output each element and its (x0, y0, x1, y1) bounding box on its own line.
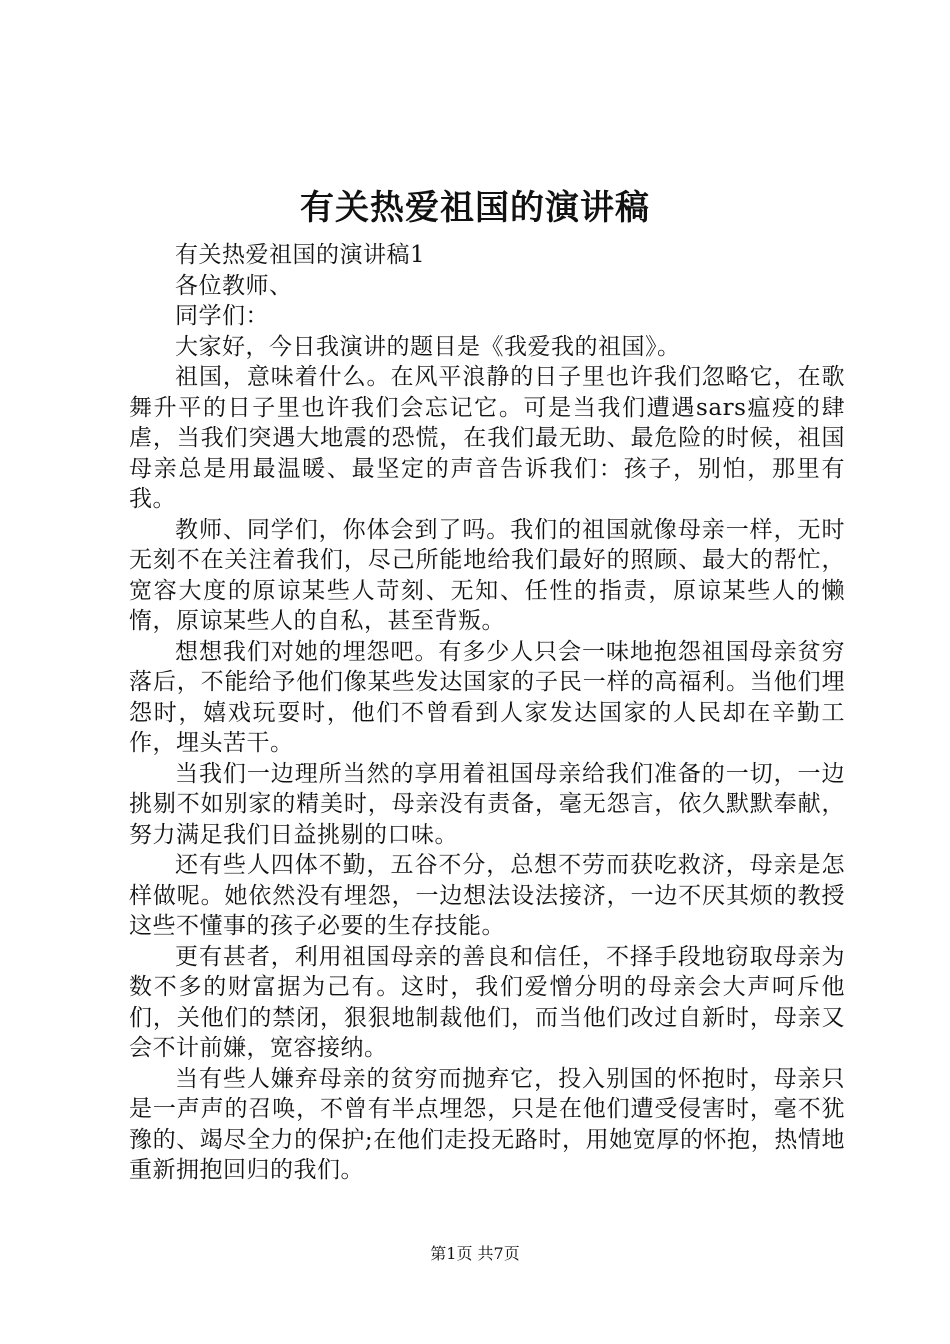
paragraph: 想想我们对她的埋怨吧。有多少人只会一味地抱怨祖国母亲贫穷落后，不能给予他们像某些发达国家的子民一样的高福利。当他们埋怨时，嬉戏玩耍时，他们不曾看到人家发达国家的人民却在辛勤工作，埋头苦干。 (129, 638, 845, 756)
paragraph: 祖国，意味着什么。在风平浪静的日子里也许我们忽略它，在歌舞升平的日子里也许我们会忘记它。可是当我们遭遇sars瘟疫的肆虐，当我们突遇大地震的恐慌，在我们最无助、最危险的时候，祖国母亲总是用最温暖、最坚定的声音告诉我们：孩子，别怕，那里有我。 (129, 364, 845, 512)
paragraph: 当我们一边理所当然的享用着祖国母亲给我们准备的一切，一边挑剔不如别家的精美时，母亲没有责备，毫无怨言，依久默默奉献，努力满足我们日益挑剔的口味。 (129, 760, 845, 848)
document-title: 有关热爱祖国的演讲稿 (300, 188, 650, 228)
page-footer: 第1页 共7页 (430, 1244, 520, 1263)
paragraph: 同学们： (175, 303, 269, 329)
paragraph: 有关热爱祖国的演讲稿1 (175, 242, 426, 268)
paragraph: 还有些人四体不勤，五谷不分，总想不劳而获吃救济，母亲是怎样做呢。她依然没有埋怨，一边想法设法接济，一边不厌其烦的教授这些不懂事的孩子必要的生存技能。 (129, 852, 845, 939)
paragraph: 大家好，今日我演讲的题目是《我爱我的祖国》。 (175, 333, 681, 360)
document-body (129, 240, 845, 1186)
paragraph: 当有些人嫌弃母亲的贫穷而抛弃它，投入别国的怀抱时，母亲只是一声声的召唤，不曾有半点埋怨，只是在他们遭受侵害时，毫不犹豫的、竭尽全力的保护;在他们走投无路时，用她宽厚的怀抱，热情地重新拥抱回归的我们。 (129, 1065, 845, 1183)
paragraph: 更有甚者，利用祖国母亲的善良和信任，不择手段地窃取母亲为数不多的财富据为己有。这时，我们爱憎分明的母亲会大声呵斥他们，关他们的禁闭，狠狠地制裁他们，而当他们改过自新时，母亲又会不计前嫌，宽容接纳。 (129, 943, 845, 1061)
paragraph: 各位教师、 (175, 272, 293, 299)
paragraph: 教师、同学们，你体会到了吗。我们的祖国就像母亲一样，无时无刻不在关注着我们，尽己所能地给我们最好的照顾、最大的帮忙，宽容大度的原谅某些人苛刻、无知、任性的指责，原谅某些人的懒惰，原谅某些人的自私，甚至背叛。 (129, 516, 845, 634)
